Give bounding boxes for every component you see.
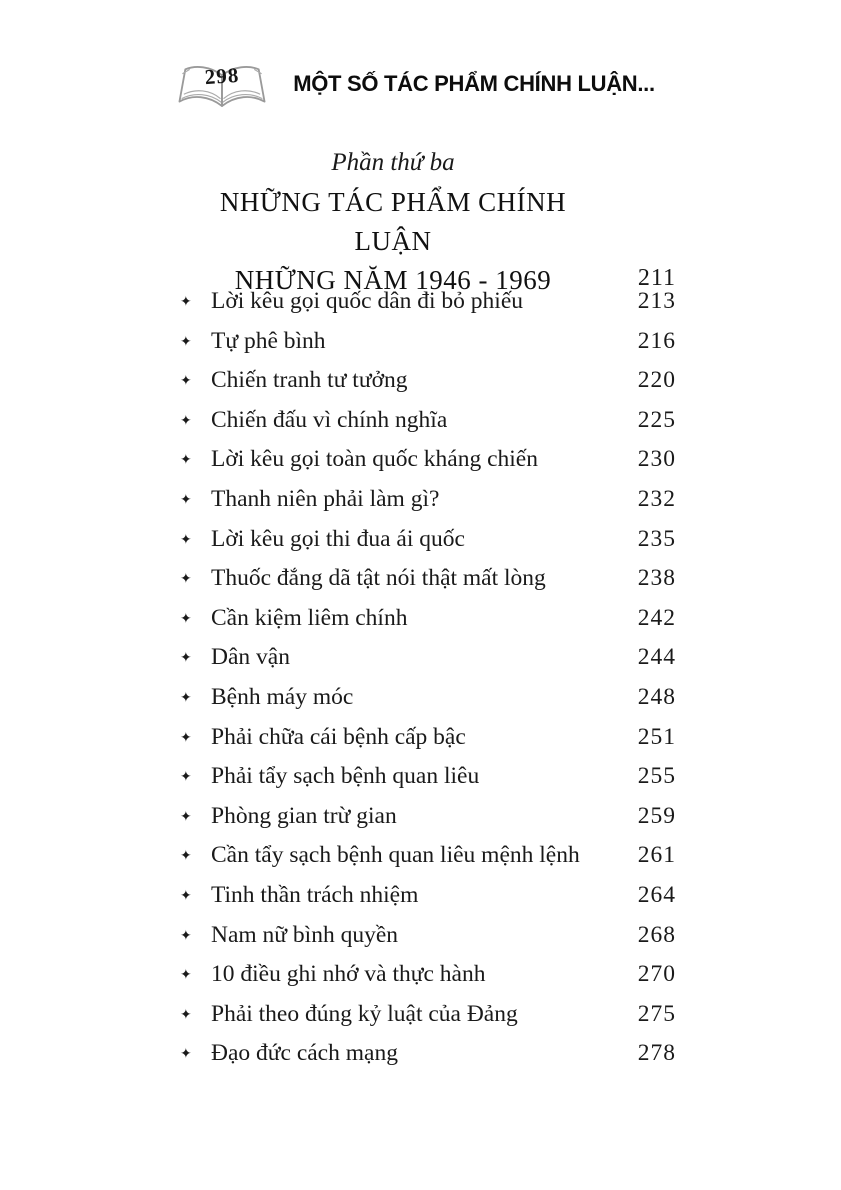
toc-entry [180,367,676,407]
toc-entry-title: Thanh niên phải làm gì? [211,485,440,512]
toc-entry [180,565,676,605]
toc-entry-title: Bệnh máy móc [211,683,354,710]
four-pointed-star-bullet-icon: ✦ [180,650,192,667]
toc-entry-title: Phòng gian trừ gian [211,802,397,829]
toc-entry-title: Tự phê bình [211,327,326,354]
toc-entry-title: Đạo đức cách mạng [211,1040,398,1067]
four-pointed-star-bullet-icon: ✦ [180,571,192,588]
four-pointed-star-bullet-icon: ✦ [180,452,192,469]
toc-entry-title: Phải tẩy sạch bệnh quan liêu [211,763,480,790]
section-title-line1: NHỮNG TÁC PHẨM CHÍNH LUẬN [219,187,567,256]
toc-entry-title: Nam nữ bình quyền [211,921,399,948]
toc-entry [180,526,676,566]
page-header [178,54,676,114]
toc-entry-page-number: 216 [637,327,676,354]
toc-entry-page-number: 255 [637,763,676,790]
four-pointed-star-bullet-icon: ✦ [180,373,192,390]
four-pointed-star-bullet-icon: ✦ [180,1006,192,1023]
toc-entry-title: Phải chữa cái bệnh cấp bậc [211,723,466,750]
toc-entry [180,288,676,328]
section-page-number: 211 [637,265,676,291]
four-pointed-star-bullet-icon: ✦ [180,887,192,904]
toc-entry-page-number: 213 [637,288,676,314]
toc-entry-page-number: 270 [637,961,676,988]
four-pointed-star-bullet-icon: ✦ [180,333,192,350]
toc-entry [180,684,676,724]
toc-entry-title: Lời kêu gọi thi đua ái quốc [211,525,465,552]
toc-entry [180,644,676,684]
toc-entry-page-number: 261 [637,842,676,869]
toc-entry [180,961,676,1001]
toc-entry-page-number: 225 [637,406,676,433]
toc-entry [180,724,676,764]
toc-entry-title: Chiến tranh tư tưởng [211,367,408,394]
toc-entry-title: 10 điều ghi nhớ và thực hành [211,961,486,988]
four-pointed-star-bullet-icon: ✦ [180,848,192,865]
toc-entry-page-number: 235 [637,525,676,552]
table-of-contents [180,288,676,1080]
toc-entry-page-number: 268 [637,921,676,948]
toc-entry [180,842,676,882]
toc-entry-page-number: 238 [637,565,676,592]
four-pointed-star-bullet-icon: ✦ [180,967,192,984]
toc-entry-page-number: 244 [637,644,676,671]
four-pointed-star-bullet-icon: ✦ [180,412,192,429]
four-pointed-star-bullet-icon: ✦ [180,531,192,548]
toc-entry-title: Cần kiệm liêm chính [211,604,408,631]
toc-entry [180,328,676,368]
four-pointed-star-bullet-icon: ✦ [180,769,192,786]
toc-entry-title: Tinh thần trách nhiệm [211,881,419,908]
four-pointed-star-bullet-icon: ✦ [180,1046,192,1063]
toc-entry-page-number: 275 [637,1000,676,1027]
toc-entry-page-number: 242 [637,604,676,631]
toc-entry-page-number: 264 [637,881,676,908]
toc-entry [180,763,676,803]
toc-entry-page-number: 251 [637,723,676,750]
toc-entry [180,1001,676,1041]
section-title-line2: NHỮNG NĂM 1946 - 1969 [234,265,552,295]
toc-entry-page-number: 232 [637,485,676,512]
toc-entry [180,446,676,486]
toc-entry [180,407,676,447]
toc-entry-title: Cần tẩy sạch bệnh quan liêu mệnh lệnh [211,842,580,869]
toc-entry-title: Dân vận [211,644,290,671]
toc-entry-page-number: 248 [637,683,676,710]
four-pointed-star-bullet-icon: ✦ [180,729,192,746]
four-pointed-star-bullet-icon: ✦ [180,491,192,508]
four-pointed-star-bullet-icon: ✦ [180,808,192,825]
toc-entry [180,486,676,526]
toc-entry-page-number: 259 [637,802,676,829]
toc-entry [180,1040,676,1080]
toc-entry-title: Thuốc đắng dã tật nói thật mất lòng [211,565,546,592]
four-pointed-star-bullet-icon: ✦ [180,689,192,706]
toc-entry-title: Lời kêu gọi quốc dân đi bỏ phiếu [211,288,523,314]
four-pointed-star-bullet-icon: ✦ [180,927,192,944]
toc-entry [180,922,676,962]
part-label: Phần thứ ba [331,149,455,176]
running-header-title: MỘT SỐ TÁC PHẨM CHÍNH LUẬN... [293,71,655,96]
toc-entry [180,803,676,843]
open-book-icon [178,55,266,113]
toc-entry-title: Chiến đấu vì chính nghĩa [211,406,448,433]
toc-entry [180,605,676,645]
toc-entry-title: Phải theo đúng kỷ luật của Đảng [211,1000,518,1027]
toc-entry-page-number: 220 [637,367,676,394]
four-pointed-star-bullet-icon: ✦ [180,610,192,627]
toc-entry-page-number: 230 [637,446,676,473]
page-number: 298 [203,62,241,90]
toc-entry [180,882,676,922]
toc-entry-page-number: 278 [637,1040,676,1067]
section-heading [180,146,676,300]
toc-entry-title: Lời kêu gọi toàn quốc kháng chiến [211,446,538,473]
four-pointed-star-bullet-icon: ✦ [180,294,192,310]
